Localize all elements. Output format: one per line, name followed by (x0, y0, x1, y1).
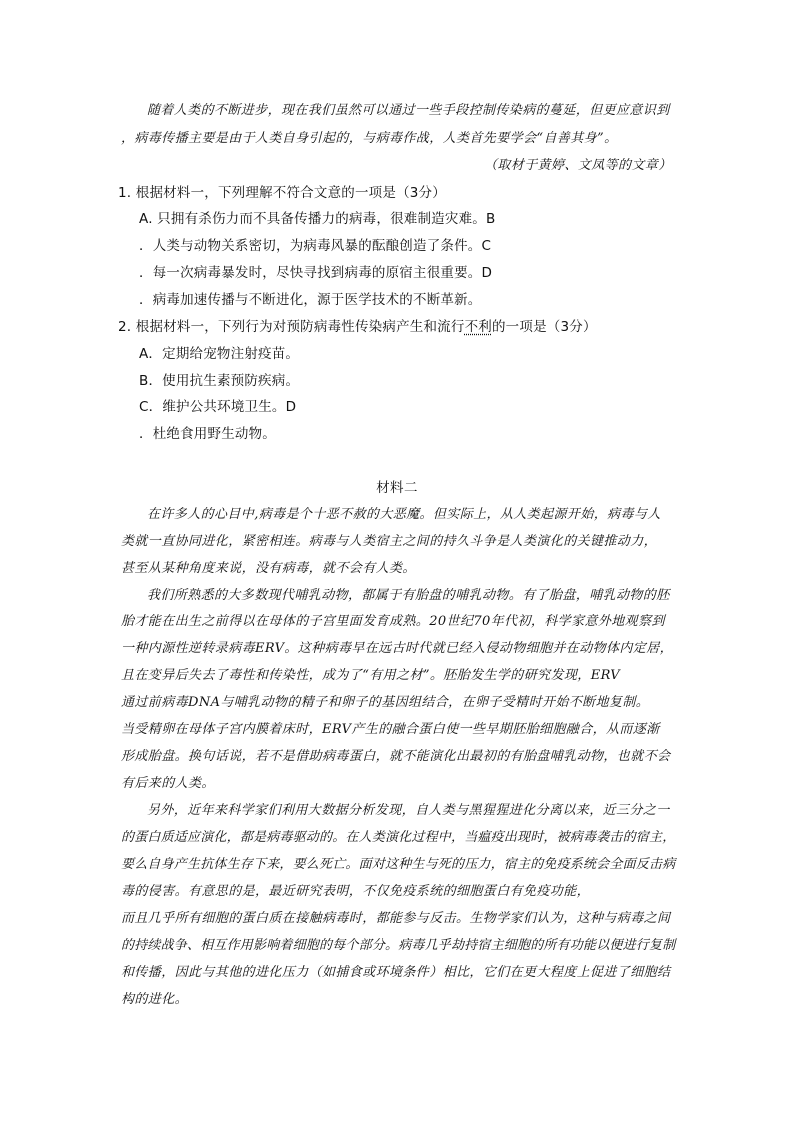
material2-line: 的蛋白质适应演化，都是病毒驱动的。在人类演化过程中，当瘟疫出现时，被病毒袭击的宿主， (121, 830, 676, 845)
material2-line: 另外，近年来科学家们利用大数据分析发现，自人类与黑猩猩进化分离以来，近三分之一 (147, 803, 670, 818)
material1-line-1: 随着人类的不断进步，现在我们虽然可以通过一些手段控制传染病的蔓延，但更应意识到 (147, 103, 670, 118)
material2-heading: 材料二 (376, 480, 418, 496)
question-1-option-d: ．病毒加速传播与不断进化，源于医学技术的不断革新。 (139, 292, 482, 308)
material2-line: 毒的侵害。有意思的是，最近研究表明，不仅免疫系统的细胞蛋白有免疫功能， (121, 884, 591, 899)
question-1-option-b: ．人类与动物关系密切，为病毒风暴的酝酿创造了条件。C (139, 238, 492, 254)
material2-line: 一种内源性逆转录病毒ERV。这种病毒早在远古时代就已经入侵动物细胞并在动物体内定居， (121, 641, 674, 656)
question-1-option-a: A. 只拥有杀伤力而不具备传播力的病毒，很难制造灾难。B (139, 211, 496, 227)
question-2-stem-after: 的一项是（3分） (491, 319, 597, 335)
question-2-stem-emphasis: 不利 (464, 319, 492, 335)
material2-line: 我们所熟悉的大多数现代哺乳动物，都属于有胎盘的哺乳动物。有了胎盘，哺乳动物的胚 (147, 588, 670, 603)
question-2-stem (118, 319, 597, 335)
material1-source: （取材于黄婷、文凤等的文章） (484, 158, 672, 173)
material2-line: 要么自身产生抗体生存下来，要么死亡。面对这种生与死的压力，宿主的免疫系统会全面反击病 (121, 857, 676, 872)
material2-line: 且在变异后失去了毒性和传染性，成为了“有用之材”。胚胎发生学的研究发现，ERV (121, 668, 621, 683)
question-2-option-d: ．杜绝食用野生动物。 (139, 426, 276, 442)
material2-line: 胎才能在出生之前得以在母体的子宫里面发育成熟。20世纪70年代初，科学家意外地观察到 (121, 614, 665, 629)
material2-line: 构的进化。 (121, 992, 189, 1007)
material2-line: 而且几乎所有细胞的蛋白质在接触病毒时，都能参与反击。生物学家们认为，这种与病毒之间 (121, 911, 671, 926)
material2-line: 甚至从某种角度来说，没有病毒，就不会有人类。 (121, 561, 416, 576)
material2-line: 当受精卵在母体子宫内膜着床时，ERV产生的融合蛋白使一些早期胚胎细胞融合，从而逐渐 (121, 722, 660, 737)
question-2-option-c: C．维护公共环境卫生。D (139, 399, 297, 415)
material2-line: 和传播，因此与其他的进化压力（如捕食或环境条件）相比，它们在更大程度上促进了细胞结 (121, 965, 671, 980)
material2-line: 有后来的人类。 (121, 776, 215, 791)
question-2-option-b: B．使用抗生素预防疾病。 (139, 373, 300, 389)
material2-line: 的持续战争、相互作用影响着细胞的每个部分。病毒几乎劫持宿主细胞的所有功能以便进行复制 (121, 938, 676, 953)
material2-line: 在许多人的心目中,病毒是个十恶不赦的大恶魔。但实际上，从人类起源开始，病毒与人 (147, 507, 661, 522)
question-2-option-a: A．定期给宠物注射疫苗。 (139, 346, 300, 362)
question-1-stem: 1. 根据材料一，下列理解不符合文意的一项是（3分） (118, 185, 446, 201)
question-2-stem-before: 2. 根据材料一，下列行为对预防病毒性传染病产生和流行 (118, 319, 465, 335)
question-1-option-c: ．每一次病毒暴发时，尽快寻找到病毒的原宿主很重要。D (139, 265, 493, 281)
material2-line: 形成胎盘。换句话说，若不是借助病毒蛋白，就不能演化出最初的有胎盘哺乳动物，也就不会 (121, 749, 671, 764)
material2-line: 通过前病毒DNA与哺乳动物的精子和卵子的基因组结合，在卵子受精时开始不断地复制。 (121, 695, 650, 710)
material2-line: 类就一直协同进化，紧密相连。病毒与人类宿主之间的持久斗争是人类演化的关键推动力， (121, 534, 658, 549)
material1-line-2: ，病毒传播主要是由于人类自身引起的，与病毒作战，人类首先要学会“自善其身”。 (121, 131, 618, 146)
